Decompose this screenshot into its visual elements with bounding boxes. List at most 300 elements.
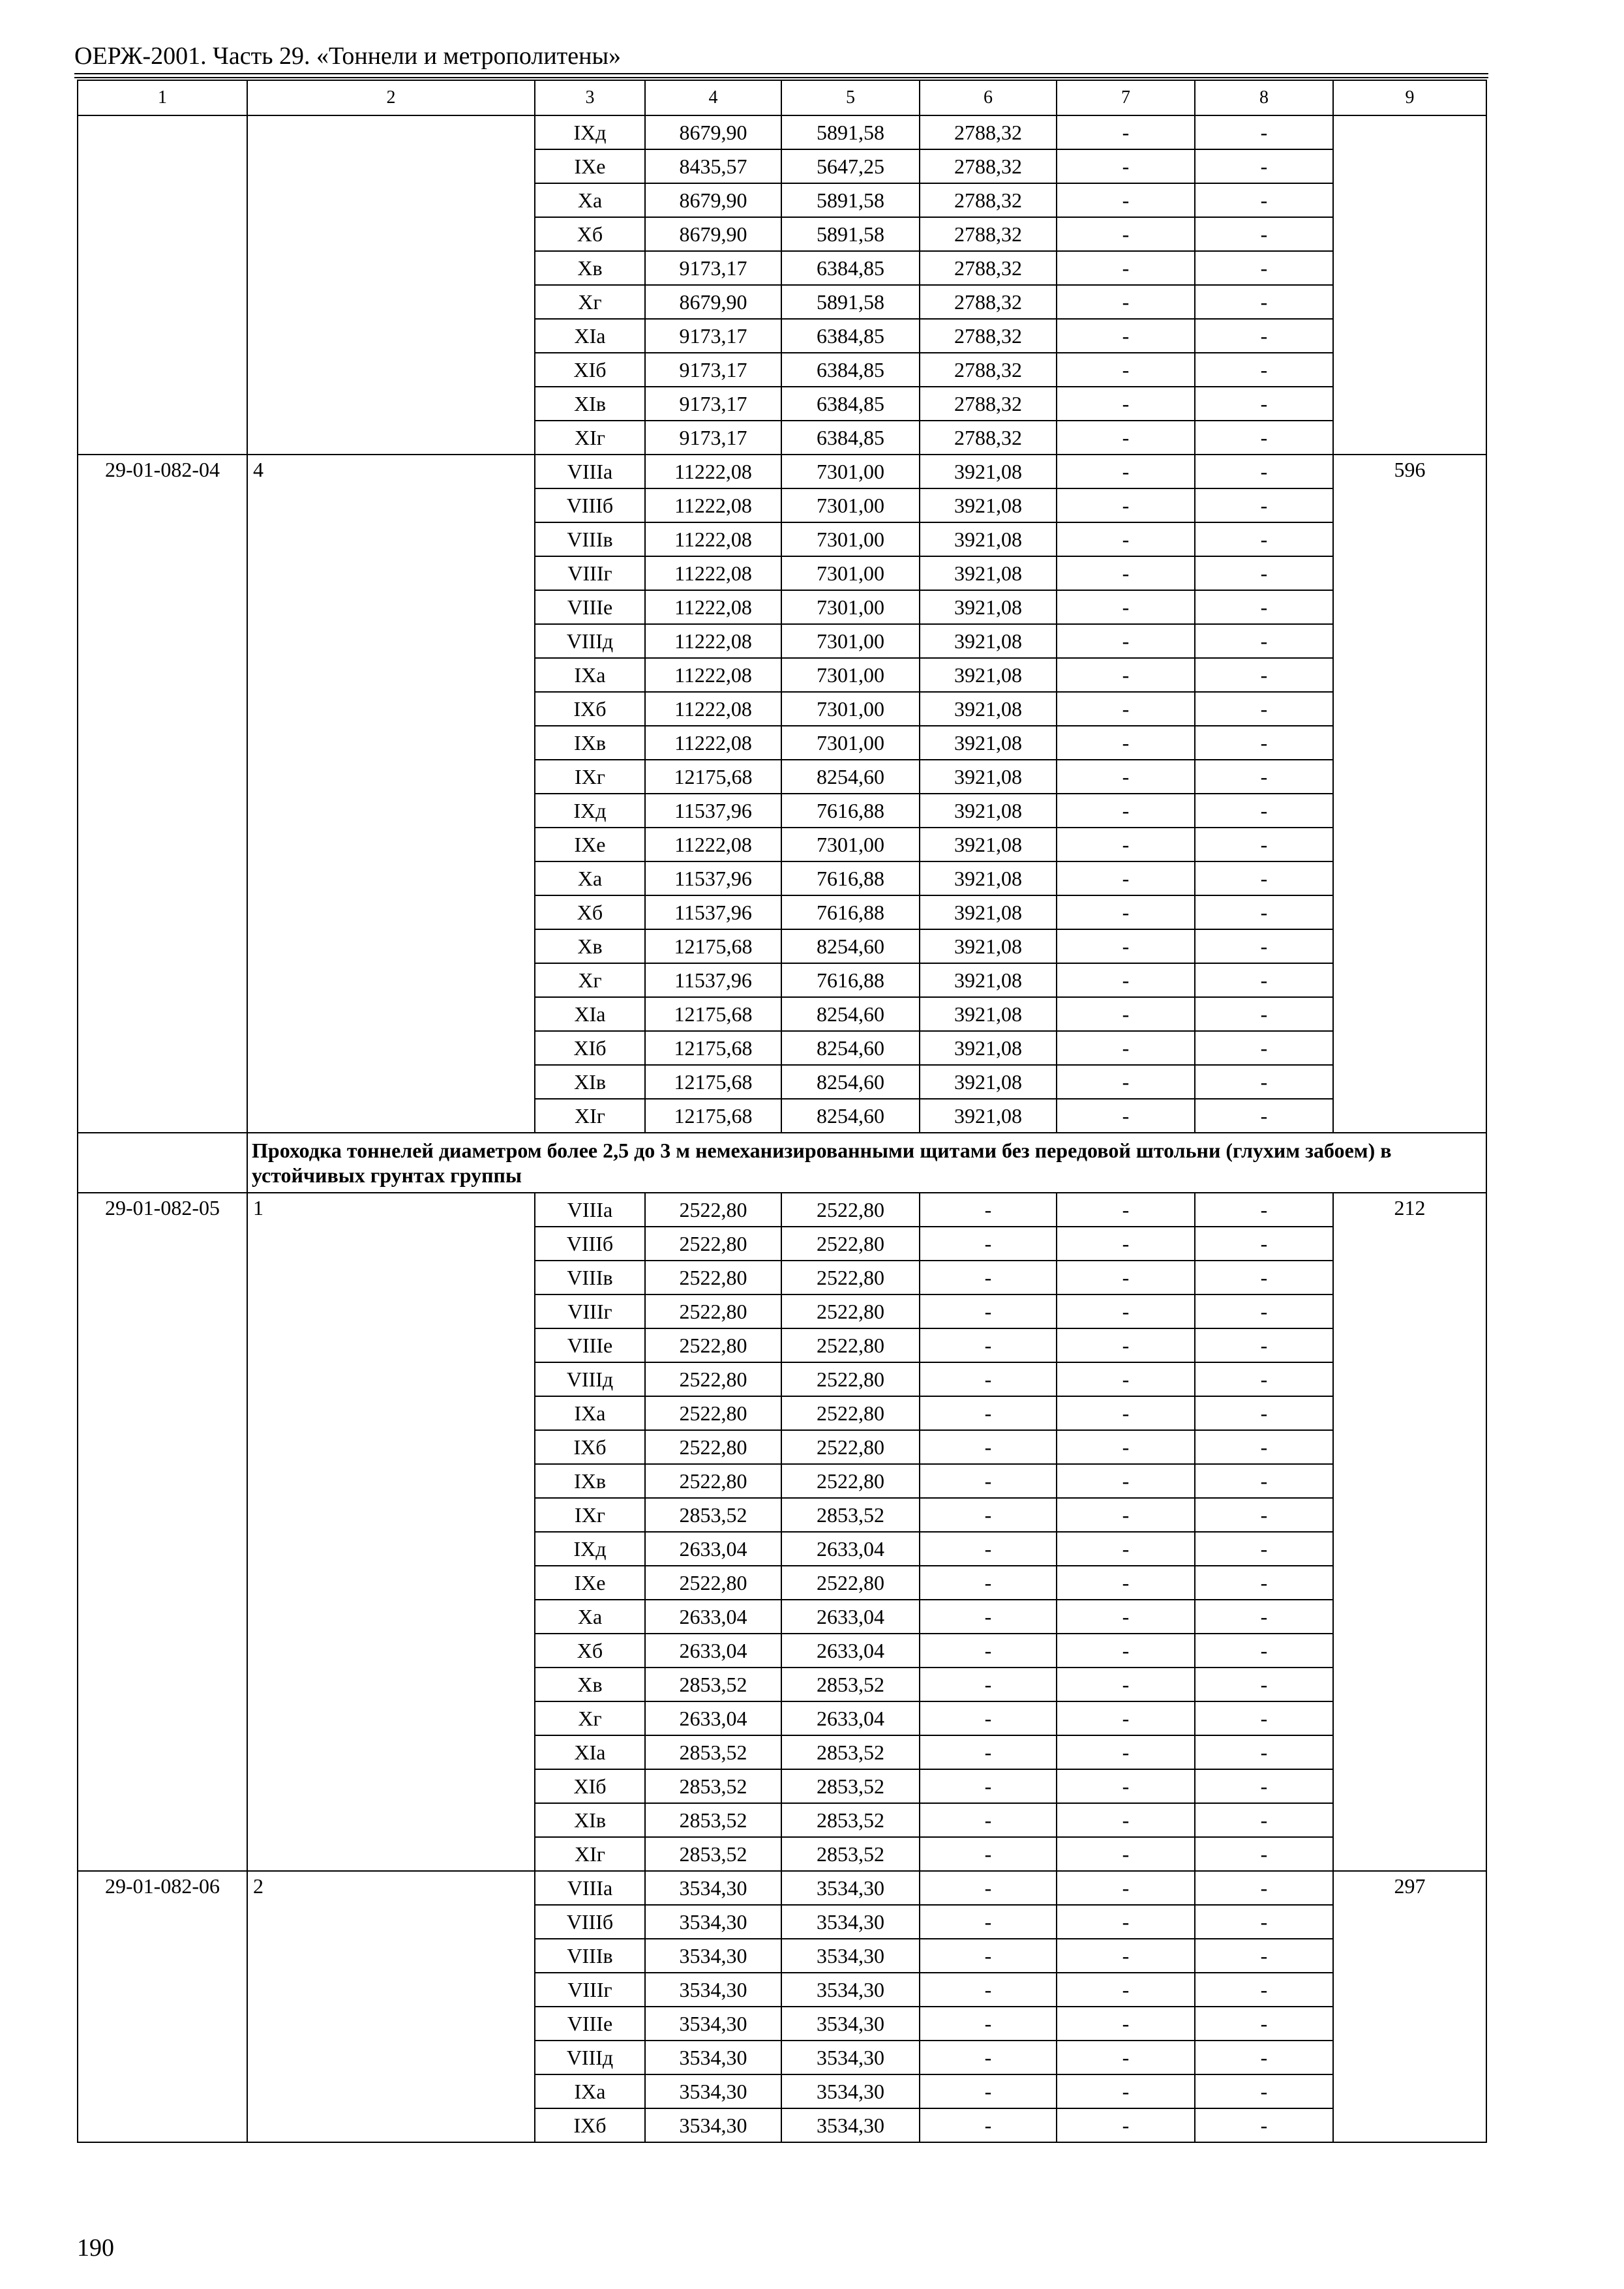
value-cell: - — [1195, 217, 1333, 251]
value-cell: - — [1195, 1227, 1333, 1261]
value-cell: 12175,68 — [645, 929, 781, 963]
column-number-cell: 5 — [781, 80, 920, 115]
value-cell: 3534,30 — [645, 1939, 781, 1973]
value-cell: - — [1057, 1803, 1195, 1837]
value-cell: 8254,60 — [781, 929, 920, 963]
value-cell: 8254,60 — [781, 997, 920, 1031]
value-cell: 11222,08 — [645, 590, 781, 624]
value-cell: - — [920, 1634, 1057, 1668]
value-cell: 9173,17 — [645, 353, 781, 387]
soil-group-cell: VIIIа — [535, 455, 645, 488]
value-cell: - — [920, 1430, 1057, 1464]
value-cell: - — [1195, 421, 1333, 455]
value-cell: 3534,30 — [645, 1905, 781, 1939]
value-cell: - — [1057, 1566, 1195, 1600]
value-cell: - — [1057, 2074, 1195, 2108]
value-cell: 3921,08 — [920, 590, 1057, 624]
page-number: 190 — [77, 2234, 114, 2262]
value-cell: - — [920, 2007, 1057, 2041]
value-cell: 3921,08 — [920, 624, 1057, 658]
soil-group-cell: IXд — [535, 794, 645, 828]
value-cell: - — [1195, 1294, 1333, 1328]
value-cell: 3921,08 — [920, 522, 1057, 556]
value-cell: 2853,52 — [645, 1735, 781, 1769]
value-cell: 7616,88 — [781, 963, 920, 997]
value-cell: - — [920, 1193, 1057, 1227]
value-cell: - — [1195, 1803, 1333, 1837]
value-cell: - — [1195, 794, 1333, 828]
value-cell: - — [1057, 115, 1195, 149]
column-number-cell: 1 — [78, 80, 247, 115]
value-cell: 2853,52 — [645, 1668, 781, 1701]
value-cell: 5891,58 — [781, 217, 920, 251]
value-cell: 12175,68 — [645, 1031, 781, 1065]
soil-group-cell: IXв — [535, 1464, 645, 1498]
value-cell: 8254,60 — [781, 1065, 920, 1099]
value-cell: - — [1057, 421, 1195, 455]
value-cell: - — [1057, 1769, 1195, 1803]
value-cell: - — [1057, 1973, 1195, 2007]
value-cell: 2853,52 — [781, 1769, 920, 1803]
value-cell: - — [1057, 726, 1195, 760]
soil-group-cell: XIб — [535, 1031, 645, 1065]
soil-group-cell: IXа — [535, 1396, 645, 1430]
soil-group-cell: IXе — [535, 149, 645, 183]
value-cell: - — [1057, 319, 1195, 353]
value-cell: 11222,08 — [645, 624, 781, 658]
value-cell: 11222,08 — [645, 658, 781, 692]
value-cell: - — [1057, 1396, 1195, 1430]
soil-group-cell: XIв — [535, 1803, 645, 1837]
soil-group-cell: Xв — [535, 929, 645, 963]
value-cell: 11537,96 — [645, 895, 781, 929]
value-cell: 3534,30 — [781, 2108, 920, 2142]
value-cell: 3921,08 — [920, 1099, 1057, 1133]
soil-group-cell: IXе — [535, 1566, 645, 1600]
value-cell: - — [1195, 149, 1333, 183]
value-cell: - — [920, 1905, 1057, 1939]
value-cell: 8254,60 — [781, 1031, 920, 1065]
value-cell: - — [920, 1871, 1057, 1905]
table-row — [78, 455, 1486, 488]
value-cell: - — [920, 1837, 1057, 1871]
soil-group-cell: XIа — [535, 319, 645, 353]
value-cell: - — [1195, 658, 1333, 692]
value-cell: - — [1195, 1498, 1333, 1532]
value-cell: 2788,32 — [920, 251, 1057, 285]
value-cell: 7616,88 — [781, 861, 920, 895]
value-cell: - — [920, 1498, 1057, 1532]
value-cell: - — [1057, 895, 1195, 929]
value-cell: 11222,08 — [645, 828, 781, 861]
value-cell: 3921,08 — [920, 658, 1057, 692]
value-cell: - — [1195, 1769, 1333, 1803]
section-title-row — [78, 1133, 1486, 1193]
value-cell: - — [1057, 828, 1195, 861]
value-cell: 7301,00 — [781, 828, 920, 861]
soil-group-cell: VIIIе — [535, 1328, 645, 1362]
value-cell: - — [1195, 1362, 1333, 1396]
header-rule — [74, 73, 1488, 74]
value-cell: 3921,08 — [920, 828, 1057, 861]
value-cell: - — [1057, 1837, 1195, 1871]
value-cell: - — [1057, 658, 1195, 692]
soil-group-cell: Xа — [535, 183, 645, 217]
value-cell: - — [1195, 2074, 1333, 2108]
soil-group-cell: VIIIа — [535, 1871, 645, 1905]
value-cell: - — [1057, 624, 1195, 658]
soil-group-cell: Xг — [535, 963, 645, 997]
value-cell: 3921,08 — [920, 455, 1057, 488]
soil-group-cell: IXг — [535, 760, 645, 794]
value-cell: - — [1195, 1701, 1333, 1735]
value-cell: 2633,04 — [781, 1600, 920, 1634]
soil-group-cell: VIIIе — [535, 2007, 645, 2041]
value-cell: 6384,85 — [781, 387, 920, 421]
column-number-cell: 7 — [1057, 80, 1195, 115]
value-cell: - — [1195, 1600, 1333, 1634]
value-cell: 3534,30 — [781, 1871, 920, 1905]
soil-group-cell: Xв — [535, 1668, 645, 1701]
soil-group-cell: VIIIв — [535, 1261, 645, 1294]
value-cell: - — [1195, 455, 1333, 488]
value-cell: - — [1195, 1634, 1333, 1668]
value-cell: 2522,80 — [645, 1566, 781, 1600]
value-cell: - — [1195, 1328, 1333, 1362]
value-cell: - — [1057, 1099, 1195, 1133]
value-cell: - — [1057, 1328, 1195, 1362]
value-cell: - — [1195, 1735, 1333, 1769]
value-cell: 9173,17 — [645, 319, 781, 353]
value-cell: 3921,08 — [920, 556, 1057, 590]
value-cell: - — [1195, 2007, 1333, 2041]
value-cell: - — [920, 1973, 1057, 2007]
column-2-value: 1 — [247, 1193, 535, 1871]
value-cell: - — [1057, 1065, 1195, 1099]
value-cell: - — [1057, 251, 1195, 285]
column-number-cell: 4 — [645, 80, 781, 115]
value-cell: 7301,00 — [781, 488, 920, 522]
section-title-spacer — [78, 1133, 247, 1193]
value-cell: - — [1057, 1498, 1195, 1532]
value-cell: - — [1057, 1464, 1195, 1498]
soil-group-cell: Xв — [535, 251, 645, 285]
value-cell: 6384,85 — [781, 421, 920, 455]
value-cell: 3534,30 — [781, 2074, 920, 2108]
header-rule-double — [74, 77, 1488, 78]
value-cell: - — [1195, 1837, 1333, 1871]
value-cell: 8254,60 — [781, 1099, 920, 1133]
value-cell: 3921,08 — [920, 760, 1057, 794]
value-cell: 9173,17 — [645, 421, 781, 455]
value-cell: 3534,30 — [645, 1871, 781, 1905]
value-cell: - — [1195, 1430, 1333, 1464]
value-cell: 3921,08 — [920, 963, 1057, 997]
value-cell: - — [1195, 1031, 1333, 1065]
value-cell: - — [1057, 861, 1195, 895]
value-cell: 11222,08 — [645, 692, 781, 726]
column-9-value: 596 — [1333, 455, 1486, 1133]
value-cell: - — [1057, 997, 1195, 1031]
value-cell: 8435,57 — [645, 149, 781, 183]
value-cell: 11537,96 — [645, 963, 781, 997]
value-cell: - — [1195, 997, 1333, 1031]
value-cell: - — [1057, 2108, 1195, 2142]
value-cell: 2522,80 — [781, 1430, 920, 1464]
value-cell: 2788,32 — [920, 353, 1057, 387]
value-cell: 12175,68 — [645, 760, 781, 794]
value-cell: 2853,52 — [645, 1837, 781, 1871]
value-cell: 3921,08 — [920, 895, 1057, 929]
soil-group-cell: VIIIд — [535, 1362, 645, 1396]
soil-group-cell: XIб — [535, 353, 645, 387]
value-cell: 2522,80 — [645, 1261, 781, 1294]
value-cell: - — [920, 2074, 1057, 2108]
soil-group-cell: XIа — [535, 997, 645, 1031]
value-cell: 7301,00 — [781, 556, 920, 590]
value-cell: 8679,90 — [645, 285, 781, 319]
value-cell: 2853,52 — [781, 1837, 920, 1871]
value-cell: 2633,04 — [781, 1634, 920, 1668]
value-cell: 3921,08 — [920, 692, 1057, 726]
value-cell: 2522,80 — [781, 1362, 920, 1396]
value-cell: 11222,08 — [645, 556, 781, 590]
value-cell: - — [1057, 217, 1195, 251]
value-cell: - — [920, 1362, 1057, 1396]
value-cell: - — [920, 1464, 1057, 1498]
value-cell: 12175,68 — [645, 997, 781, 1031]
value-cell: - — [920, 1532, 1057, 1566]
value-cell: 2522,80 — [781, 1328, 920, 1362]
value-cell: - — [1057, 963, 1195, 997]
column-number-row — [78, 80, 1486, 115]
value-cell: 2522,80 — [645, 1464, 781, 1498]
value-cell: - — [1057, 1735, 1195, 1769]
soil-group-cell: VIIIб — [535, 1905, 645, 1939]
soil-group-cell: VIIIг — [535, 1294, 645, 1328]
value-cell: 2522,80 — [645, 1430, 781, 1464]
value-cell: - — [1195, 590, 1333, 624]
value-cell: - — [1057, 1227, 1195, 1261]
value-cell: - — [1057, 1532, 1195, 1566]
value-cell: 2788,32 — [920, 217, 1057, 251]
value-cell: - — [1195, 1668, 1333, 1701]
column-number-cell: 3 — [535, 80, 645, 115]
value-cell: - — [1195, 861, 1333, 895]
soil-group-cell: XIа — [535, 1735, 645, 1769]
value-cell: 2522,80 — [781, 1261, 920, 1294]
soil-group-cell: VIIIб — [535, 1227, 645, 1261]
soil-group-cell: IXд — [535, 115, 645, 149]
value-cell: - — [920, 2041, 1057, 2074]
value-cell: - — [1195, 929, 1333, 963]
value-cell: 2522,80 — [645, 1362, 781, 1396]
value-cell: 2853,52 — [781, 1668, 920, 1701]
value-cell: - — [1195, 522, 1333, 556]
soil-group-cell: IXе — [535, 828, 645, 861]
value-cell: - — [1195, 1065, 1333, 1099]
value-cell: 3534,30 — [781, 2007, 920, 2041]
value-cell: 7301,00 — [781, 624, 920, 658]
soil-group-cell: XIв — [535, 387, 645, 421]
value-cell: - — [1195, 488, 1333, 522]
value-cell: - — [1195, 1566, 1333, 1600]
value-cell: - — [1195, 1396, 1333, 1430]
column-9-value: 297 — [1333, 1871, 1486, 2142]
value-cell: - — [920, 1769, 1057, 1803]
value-cell: - — [1057, 1600, 1195, 1634]
value-cell: 2522,80 — [645, 1227, 781, 1261]
value-cell: 6384,85 — [781, 353, 920, 387]
rate-code: 29-01-082-05 — [78, 1193, 247, 1871]
value-cell: 3534,30 — [781, 1905, 920, 1939]
value-cell: 2633,04 — [645, 1634, 781, 1668]
value-cell: 2522,80 — [645, 1294, 781, 1328]
value-cell: 2522,80 — [781, 1227, 920, 1261]
soil-group-cell: XIб — [535, 1769, 645, 1803]
value-cell: 12175,68 — [645, 1099, 781, 1133]
value-cell: 7301,00 — [781, 692, 920, 726]
value-cell: 2788,32 — [920, 285, 1057, 319]
value-cell: - — [1057, 1905, 1195, 1939]
value-cell: 2853,52 — [781, 1735, 920, 1769]
value-cell: 3921,08 — [920, 488, 1057, 522]
value-cell: 2633,04 — [645, 1532, 781, 1566]
soil-group-cell: XIг — [535, 421, 645, 455]
value-cell: 2788,32 — [920, 387, 1057, 421]
value-cell: - — [920, 2108, 1057, 2142]
value-cell: - — [1195, 2108, 1333, 2142]
soil-group-cell: Xа — [535, 861, 645, 895]
value-cell: 2788,32 — [920, 319, 1057, 353]
value-cell: 5891,58 — [781, 115, 920, 149]
soil-group-cell: Xб — [535, 1634, 645, 1668]
rate-code: 29-01-082-04 — [78, 455, 247, 1133]
value-cell: 5647,25 — [781, 149, 920, 183]
value-cell: - — [920, 1294, 1057, 1328]
value-cell: - — [920, 1803, 1057, 1837]
soil-group-cell: VIIIг — [535, 556, 645, 590]
value-cell: 6384,85 — [781, 319, 920, 353]
value-cell: 5891,58 — [781, 183, 920, 217]
value-cell: - — [1057, 1430, 1195, 1464]
value-cell: - — [1057, 1031, 1195, 1065]
soil-group-cell: IXв — [535, 726, 645, 760]
value-cell: - — [1057, 455, 1195, 488]
value-cell: 3921,08 — [920, 794, 1057, 828]
value-cell: 2522,80 — [781, 1294, 920, 1328]
value-cell: 3534,30 — [781, 1939, 920, 1973]
value-cell: 2522,80 — [645, 1328, 781, 1362]
value-cell: - — [1195, 692, 1333, 726]
value-cell: - — [1195, 726, 1333, 760]
rates-table-body — [78, 80, 1486, 2142]
value-cell: 8254,60 — [781, 760, 920, 794]
value-cell: - — [1057, 522, 1195, 556]
value-cell: - — [1195, 1193, 1333, 1227]
soil-group-cell: VIIIв — [535, 1939, 645, 1973]
soil-group-cell: VIIIв — [535, 522, 645, 556]
value-cell: - — [1057, 1871, 1195, 1905]
value-cell: - — [1057, 488, 1195, 522]
soil-group-cell: Xб — [535, 895, 645, 929]
soil-group-cell: XIг — [535, 1099, 645, 1133]
value-cell: 11537,96 — [645, 861, 781, 895]
table-row — [78, 1193, 1486, 1227]
value-cell: 7301,00 — [781, 455, 920, 488]
value-cell: 7616,88 — [781, 895, 920, 929]
value-cell: - — [1057, 590, 1195, 624]
column-9-value: 212 — [1333, 1193, 1486, 1871]
value-cell: - — [1057, 760, 1195, 794]
value-cell: 9173,17 — [645, 387, 781, 421]
value-cell: 2633,04 — [645, 1701, 781, 1735]
column-number-cell: 6 — [920, 80, 1057, 115]
value-cell: - — [1195, 828, 1333, 861]
value-cell: - — [1195, 895, 1333, 929]
soil-group-cell: VIIIе — [535, 590, 645, 624]
column-2-value: 4 — [247, 455, 535, 1133]
value-cell: 3921,08 — [920, 929, 1057, 963]
value-cell: - — [1057, 556, 1195, 590]
soil-group-cell: IXб — [535, 1430, 645, 1464]
column-number-cell: 2 — [247, 80, 535, 115]
value-cell: - — [1195, 251, 1333, 285]
table-row — [78, 1871, 1486, 1905]
value-cell: - — [920, 1668, 1057, 1701]
value-cell: - — [1195, 1939, 1333, 1973]
column-9-value — [1333, 115, 1486, 455]
value-cell: 3534,30 — [781, 1973, 920, 2007]
soil-group-cell: VIIIд — [535, 624, 645, 658]
value-cell: 3534,30 — [645, 2074, 781, 2108]
value-cell: 2853,52 — [645, 1498, 781, 1532]
soil-group-cell: XIг — [535, 1837, 645, 1871]
value-cell: 2522,80 — [781, 1566, 920, 1600]
value-cell: - — [1057, 1193, 1195, 1227]
value-cell: 11222,08 — [645, 455, 781, 488]
value-cell: 6384,85 — [781, 251, 920, 285]
rate-code — [78, 115, 247, 455]
value-cell: - — [920, 1735, 1057, 1769]
value-cell: - — [1057, 1939, 1195, 1973]
value-cell: 5891,58 — [781, 285, 920, 319]
soil-group-cell: IXб — [535, 2108, 645, 2142]
value-cell: - — [920, 1701, 1057, 1735]
value-cell: 3921,08 — [920, 1065, 1057, 1099]
soil-group-cell: VIIIг — [535, 1973, 645, 2007]
soil-group-cell: Xа — [535, 1600, 645, 1634]
value-cell: 3921,08 — [920, 861, 1057, 895]
value-cell: - — [920, 1396, 1057, 1430]
soil-group-cell: IXб — [535, 692, 645, 726]
value-cell: 2633,04 — [781, 1701, 920, 1735]
value-cell: - — [1195, 1973, 1333, 2007]
value-cell: - — [1195, 1464, 1333, 1498]
value-cell: - — [1057, 1668, 1195, 1701]
value-cell: - — [1057, 353, 1195, 387]
value-cell: - — [1195, 1261, 1333, 1294]
value-cell: - — [1057, 149, 1195, 183]
value-cell: 2853,52 — [781, 1498, 920, 1532]
soil-group-cell: Xг — [535, 285, 645, 319]
value-cell: - — [1195, 760, 1333, 794]
value-cell: - — [1057, 183, 1195, 217]
value-cell: 3534,30 — [645, 2108, 781, 2142]
value-cell: 2522,80 — [645, 1396, 781, 1430]
value-cell: 2788,32 — [920, 149, 1057, 183]
value-cell: - — [1057, 2007, 1195, 2041]
